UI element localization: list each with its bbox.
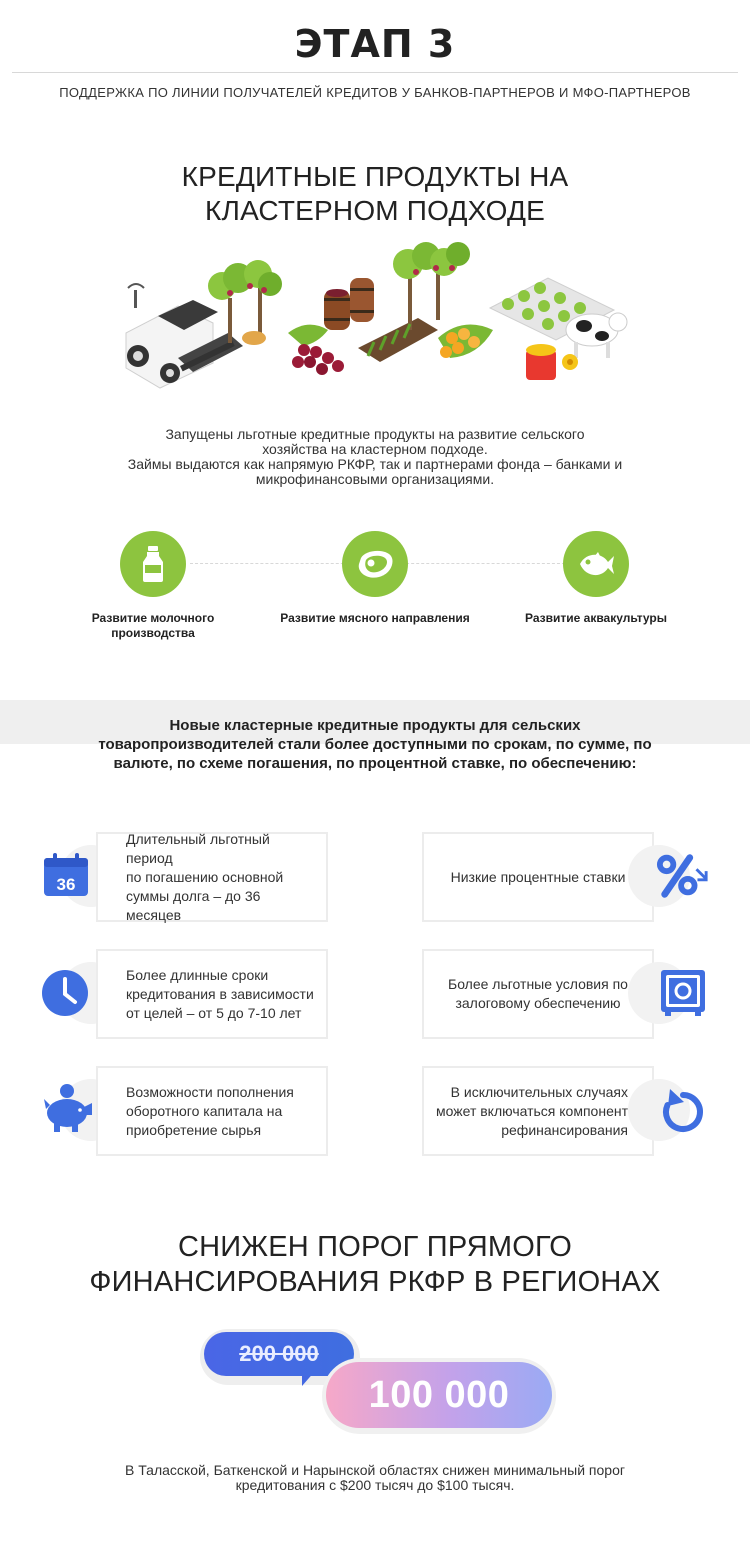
feature-text-line: Длительный льготный период — [126, 830, 270, 866]
credit-intro-text — [70, 427, 680, 487]
new-threshold-value: 100 000 — [368, 1373, 510, 1416]
calendar-icon — [42, 852, 90, 898]
feature-text-line: Более льготные условия по — [448, 976, 628, 992]
feature-text-line: кредитования в зависимости — [126, 985, 314, 1002]
percent-down-icon — [656, 853, 710, 899]
intro-line: Запущены льготные кредитные продукты на развитие сельского — [165, 426, 585, 442]
stage-subtitle: ПОДДЕРЖКА ПО ЛИНИИ ПОЛУЧАТЕЛЕЙ КРЕДИТОВ У БАНКОВ-ПАРТНЕРОВ И МФО-ПАРТНЕРОВ — [59, 85, 691, 100]
safe-icon — [659, 968, 707, 1018]
feature-working-capital — [96, 1066, 328, 1156]
calendar-number: 36 — [56, 875, 76, 894]
band-text: Новые кластерные кредитные продукты для сельских товаропроизводителей стали более доступными по срокам, по сумме, по валюте, по схеме погашения, по процентной ставке, по обеспечению: — [98, 717, 652, 772]
feature-text-line: суммы долга – до 36 месяцев — [126, 887, 261, 923]
harvester-illustration — [126, 284, 243, 388]
direction-label — [275, 611, 475, 626]
agriculture-illustration — [118, 238, 638, 408]
feature-icon-wrap — [656, 849, 710, 903]
direction-label — [496, 611, 696, 626]
feature-text-line: оборотного капитала на — [126, 1102, 283, 1119]
feature-icon-wrap — [39, 848, 93, 902]
cow-illustration — [566, 313, 627, 358]
meat-steak-icon — [355, 548, 395, 580]
honey-illustration — [526, 344, 578, 380]
feature-icon-wrap — [656, 966, 710, 1020]
feature-text-line: Более длинные сроки — [126, 966, 269, 983]
piggy-bank-icon — [40, 1083, 94, 1133]
old-threshold-value: 200 000 — [239, 1341, 319, 1366]
feature-text-line: по погашению основной — [126, 868, 284, 885]
credit-products-heading — [0, 160, 750, 228]
header-divider — [12, 72, 738, 73]
credit-heading-line: КРЕДИТНЫЕ ПРОДУКТЫ НА — [181, 161, 569, 192]
threshold-heading — [0, 1230, 750, 1300]
feature-text-line: может включаться компонент — [436, 1102, 628, 1119]
direction-label-line: Развитие молочного — [91, 611, 215, 625]
orchard-illustration — [208, 260, 282, 345]
credit-heading-line: КЛАСТЕРНОМ ПОДХОДЕ — [205, 195, 545, 226]
note-line: В Таласской, Баткенской и Нарынской областях снижен минимальный порог — [125, 1462, 625, 1478]
feature-icon-wrap — [38, 966, 92, 1020]
feature-collateral — [422, 949, 654, 1039]
feature-longer-terms — [96, 949, 328, 1039]
direction-label — [53, 611, 253, 641]
direction-dairy — [53, 531, 253, 641]
milk-bottle-icon — [138, 545, 168, 583]
threshold-heading-line: ФИНАНСИРОВАНИЯ РКФР В РЕГИОНАХ — [89, 1266, 661, 1298]
threshold-heading-line: СНИЖЕН ПОРОГ ПРЯМОГО — [177, 1231, 573, 1263]
feature-text-line: Возможности пополнения — [126, 1083, 294, 1100]
feature-text-line: приобретение сырья — [126, 1121, 262, 1138]
stage-title: ЭТАП 3 — [294, 22, 456, 66]
direction-label-line: Развитие аквакультуры — [525, 611, 667, 625]
feature-refinancing — [422, 1066, 654, 1156]
refresh-icon — [658, 1086, 708, 1136]
feature-icon-wrap — [40, 1081, 94, 1135]
clock-icon — [40, 968, 90, 1018]
feature-text-line: рефинансирования — [501, 1121, 628, 1138]
feature-text-line: В исключительных случаях — [450, 1083, 628, 1100]
direction-icon-circle — [563, 531, 629, 597]
grapes-illustration — [288, 325, 344, 375]
direction-icon-circle — [120, 531, 186, 597]
feature-text-line: залоговому обеспечению — [455, 995, 621, 1011]
wine-barrels-illustration — [324, 278, 374, 330]
feature-icon-wrap — [656, 1084, 710, 1138]
direction-label-line: Развитие мясного направления — [280, 611, 470, 625]
new-threshold-badge — [326, 1362, 552, 1428]
feature-low-rates — [422, 832, 654, 922]
intro-line: микрофинансовыми организациями. — [255, 471, 495, 487]
note-line: кредитования с $200 тысяч до $100 тысяч. — [235, 1477, 515, 1493]
direction-label-line: производства — [111, 626, 195, 640]
intro-line: хозяйства на кластерном подходе. — [262, 441, 488, 457]
feature-text-line: от целей – от 5 до 7-10 лет — [126, 1004, 302, 1021]
feature-text-line: Низкие процентные ставки — [450, 868, 626, 885]
direction-icon-circle — [342, 531, 408, 597]
fish-icon — [576, 548, 616, 580]
threshold-note — [60, 1463, 690, 1493]
feature-grace-period — [96, 832, 328, 922]
direction-aquaculture — [496, 531, 696, 626]
direction-meat — [275, 531, 475, 626]
intro-line: Займы выдаются как напрямую РКФР, так и партнерами фонда – банками и — [127, 456, 623, 472]
berries-illustration — [438, 325, 493, 358]
